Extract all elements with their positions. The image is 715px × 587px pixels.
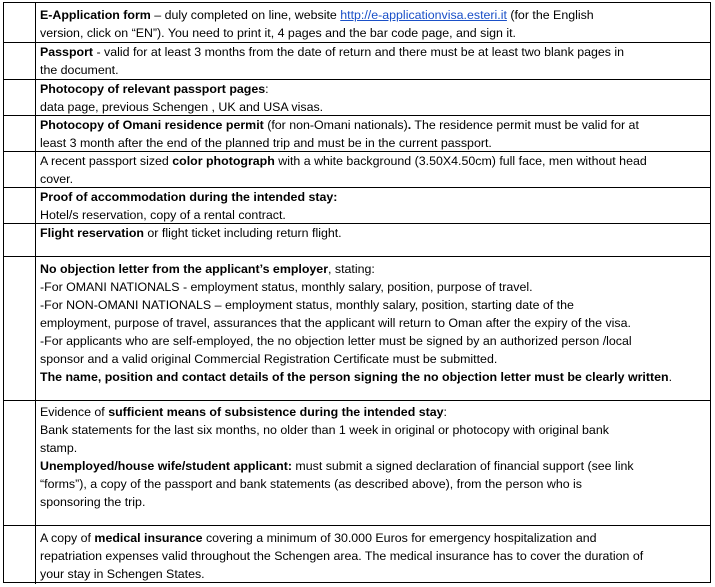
text: version, click on “EN”). You need to print it, 4 pages and the bar code page, and sign it. (40, 26, 516, 40)
text: -For OMANI NATIONALS - employment status, monthly salary, position, purpose of travel. (40, 280, 533, 294)
text-line (40, 421, 706, 439)
text-line (40, 547, 706, 565)
text: A recent passport sized (40, 154, 173, 168)
text-line (40, 152, 706, 170)
cell-passport (35, 43, 710, 79)
requirements-table (3, 2, 711, 583)
text: (for non-Omani nationals) (263, 118, 408, 132)
cell-medical-insurance (35, 526, 710, 584)
text-line (40, 475, 706, 493)
text-line (40, 134, 706, 152)
website-link[interactable]: http://e-applicationvisa.esteri.it (340, 8, 507, 22)
text-line (40, 80, 706, 98)
bold-text: The name, position and contact details of the person signing the no objection letter must be clearly written (40, 370, 669, 384)
row-photograph (4, 152, 710, 188)
text-line (40, 116, 706, 134)
text-line (40, 529, 706, 547)
text: with a white background (3.50X4.50cm) full face, men without head (274, 154, 647, 168)
row-residence-permit (4, 116, 710, 152)
bold-text: medical insurance (94, 531, 203, 545)
text: . (668, 370, 673, 384)
text: : (265, 82, 269, 96)
text: covering a minimum of 30.000 Euros for emergency hospitalization and (202, 531, 597, 545)
text-line (40, 278, 706, 296)
row-medical-insurance (4, 526, 710, 584)
text: Evidence of (40, 405, 109, 419)
bold-text: color photograph (172, 154, 275, 168)
row-subsistence (4, 401, 710, 526)
text: must submit a signed declaration of financial support (see link (291, 459, 634, 473)
bold-text: sufficient means of subsistence during the intended stay (108, 405, 444, 419)
text: Hotel/s reservation, copy of a rental contract. (40, 208, 286, 222)
text: least 3 month after the end of the planned trip and must be in the current passport. (40, 136, 492, 150)
text: repatriation expenses valid throughout the Schengen area. The medical insurance has to cover the duration of (40, 549, 644, 563)
text: Bank statements for the last six months, no older than 1 week in original or photocopy with original bank (40, 423, 609, 437)
cell-no-objection (35, 257, 710, 400)
text: (for the English (506, 8, 594, 22)
text: “forms”), a copy of the passport and bank statements (as described above), from the person who is (40, 477, 583, 491)
bold-text: . (407, 118, 412, 132)
text-line (40, 6, 706, 24)
text: -For NON-OMANI NATIONALS – employment status, monthly salary, position, starting date of the (40, 298, 574, 312)
text: - valid for at least 3 months from the date of return and there must be at least two blank pages in (93, 45, 625, 59)
text-line (40, 43, 706, 61)
text: stamp. (40, 441, 78, 455)
bold-text: No objection letter from the applicant’s employer (40, 262, 329, 276)
text-line (40, 206, 706, 224)
row-flight (4, 224, 710, 257)
cell-e-application (35, 3, 710, 42)
bold-text: Proof of accommodation during the intended stay: (40, 190, 338, 204)
bold-text: Passport (40, 45, 94, 59)
text: data page, previous Schengen , UK and USA visas. (40, 100, 324, 114)
text: or flight ticket including return flight. (143, 226, 342, 240)
text: A copy of (40, 531, 95, 545)
text-line (40, 565, 706, 583)
bold-text: Photocopy of relevant passport pages (40, 82, 266, 96)
bold-text: Flight reservation (40, 226, 144, 240)
text-line (40, 170, 706, 188)
cell-passport-photocopy (35, 80, 710, 115)
bold-text: Photocopy of Omani residence permit (40, 118, 264, 132)
text: cover. (40, 172, 74, 186)
text: employment, purpose of travel, assurances that the applicant will return to Oman after the expiry of the visa. (40, 316, 631, 330)
text: The residence permit must be valid for at (411, 118, 639, 132)
row-passport-photocopy (4, 80, 710, 116)
row-no-objection (4, 257, 710, 401)
row-accommodation (4, 188, 710, 224)
text-line (40, 350, 706, 368)
text: your stay in Schengen States. (40, 567, 205, 581)
text-line (40, 296, 706, 314)
cell-flight (35, 224, 710, 256)
text-line (40, 98, 706, 116)
text-line (40, 493, 706, 511)
text-line (40, 61, 706, 79)
bold-text: E-Application form (40, 8, 151, 22)
text: sponsor and a valid original Commercial Registration Certificate must be submitted. (40, 352, 498, 366)
text-line (40, 24, 706, 42)
text-line (40, 439, 706, 457)
text: : (443, 405, 447, 419)
text-line (40, 224, 706, 242)
row-passport (4, 43, 710, 80)
text-line (40, 368, 706, 386)
cell-subsistence (35, 401, 710, 525)
cell-residence-permit (35, 116, 710, 151)
row-e-application (4, 3, 710, 43)
text: – duly completed on line, website (150, 8, 341, 22)
text-line (40, 457, 706, 475)
text: , stating: (328, 262, 375, 276)
text-line (40, 332, 706, 350)
text-line (40, 403, 706, 421)
bold-text: Unemployed/house wife/student applicant: (40, 459, 292, 473)
cell-accommodation (35, 188, 710, 223)
text-line (40, 260, 706, 278)
text-line (40, 188, 706, 206)
text-line (40, 314, 706, 332)
text: sponsoring the trip. (40, 495, 146, 509)
cell-photograph (35, 152, 710, 187)
text: -For applicants who are self-employed, the no objection letter must be signed by an authorized person /local (40, 334, 632, 348)
text: the document. (40, 63, 119, 77)
